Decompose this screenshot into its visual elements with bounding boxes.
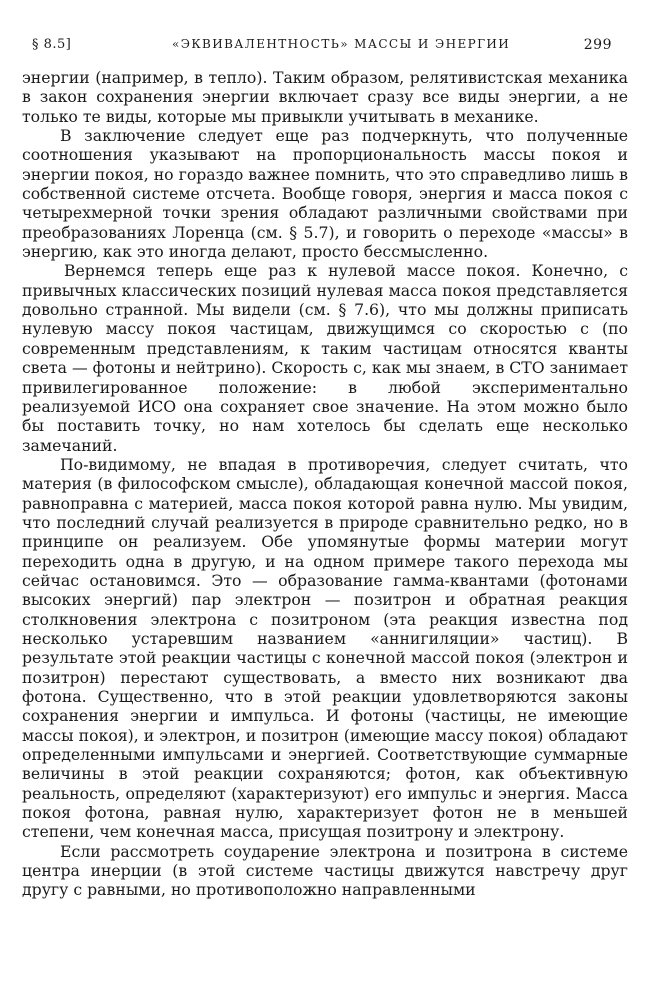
page-body xyxy=(22,68,628,900)
paragraph: По-видимому, не впадая в противоречия, следует считать, что материя (в философском смысле), обладающая конечной массой покоя, равноправна с материей, масса покоя которой равна нулю. Мы увидим, что последний случай реализуется в природе сравнительно редко, но в принципе он реализуем. Обе упомянутые формы материи могут переходить одна в другую, и на одном примере такого перехода мы сейчас остановимся. Это — образование гамма-квантами (фотонами высоких энергий) пар электрон — позитрон и обратная реакция столкновения электрона с позитроном (эта реакция известна под несколько устаревшим названием «аннигиляции» частиц). В результате этой реакции частицы с конечной массой покоя (электрон и позитрон) перестают существовать, а вместо них возникают два фотона. Существенно, что в этой реакции удовлетворяются законы сохранения энергии и импульса. И фотоны (частицы, не имеющие массы покоя), и электрон, и позитрон (имеющие массу покоя) обладают определенными импульсами и энергией. Соответствующие суммарные величины в этой реакции сохраняются; фотон, как объективную реальность, определяют (характеризуют) его импульс и энергия. Масса покоя фотона, равная нулю, характеризует фотон не в меньшей степени, чем конечная масса, присущая позитрону и электрону. xyxy=(22,454,628,842)
paragraph: Если рассмотреть соударение электрона и позитрона в системе центра инерции (в этой системе частицы движутся навстречу друг другу с равными, но противоположно направленными xyxy=(22,841,628,900)
running-title: «ЭКВИВАЛЕНТНОСТЬ» МАССЫ И ЭНЕРГИИ xyxy=(172,37,511,51)
page-number: 299 xyxy=(583,37,612,53)
section-number: § 8.5] xyxy=(32,37,72,52)
paragraph: В заключение следует еще раз подчеркнуть, что полученные соотношения указывают на пропорциональность массы покоя и энергии покоя, но гораздо важнее помнить, что это справедливо лишь в собственной системе отсчета. Вообще говоря, энергия и масса покоя с четырехмерной точки зрения обладают различными свойствами при преобразованиях Лоренца (см. § 5.7), и говорить о переходе «массы» в энергию, как это иногда делают, просто бессмысленно. xyxy=(22,126,628,262)
paragraph: Вернемся теперь еще раз к нулевой массе покоя. Конечно, с привычных классических позиций нулевая масса покоя представляется довольно странной. Мы видели (см. § 7.6), что мы должны приписать нулевую массу покоя частицам, движущимся со скоростью c (по современным представлениям, к таким частицам относятся кванты света — фотоны и нейтрино). Скорость c, как мы знаем, в СТО занимает привилегированное положение: в любой экспериментально реализуемой ИСО она сохраняет свое значение. На этом можно было бы поставить точку, но нам хотелось бы сделать еще несколько замечаний. xyxy=(22,261,628,455)
paragraph-continued: энергии (например, в тепло). Таким образом, релятивистская механика в закон сохранения энергии включает сразу все виды энергии, а не только те виды, которые мы привыкли учитывать в механике. xyxy=(22,68,628,126)
running-head xyxy=(22,34,628,58)
